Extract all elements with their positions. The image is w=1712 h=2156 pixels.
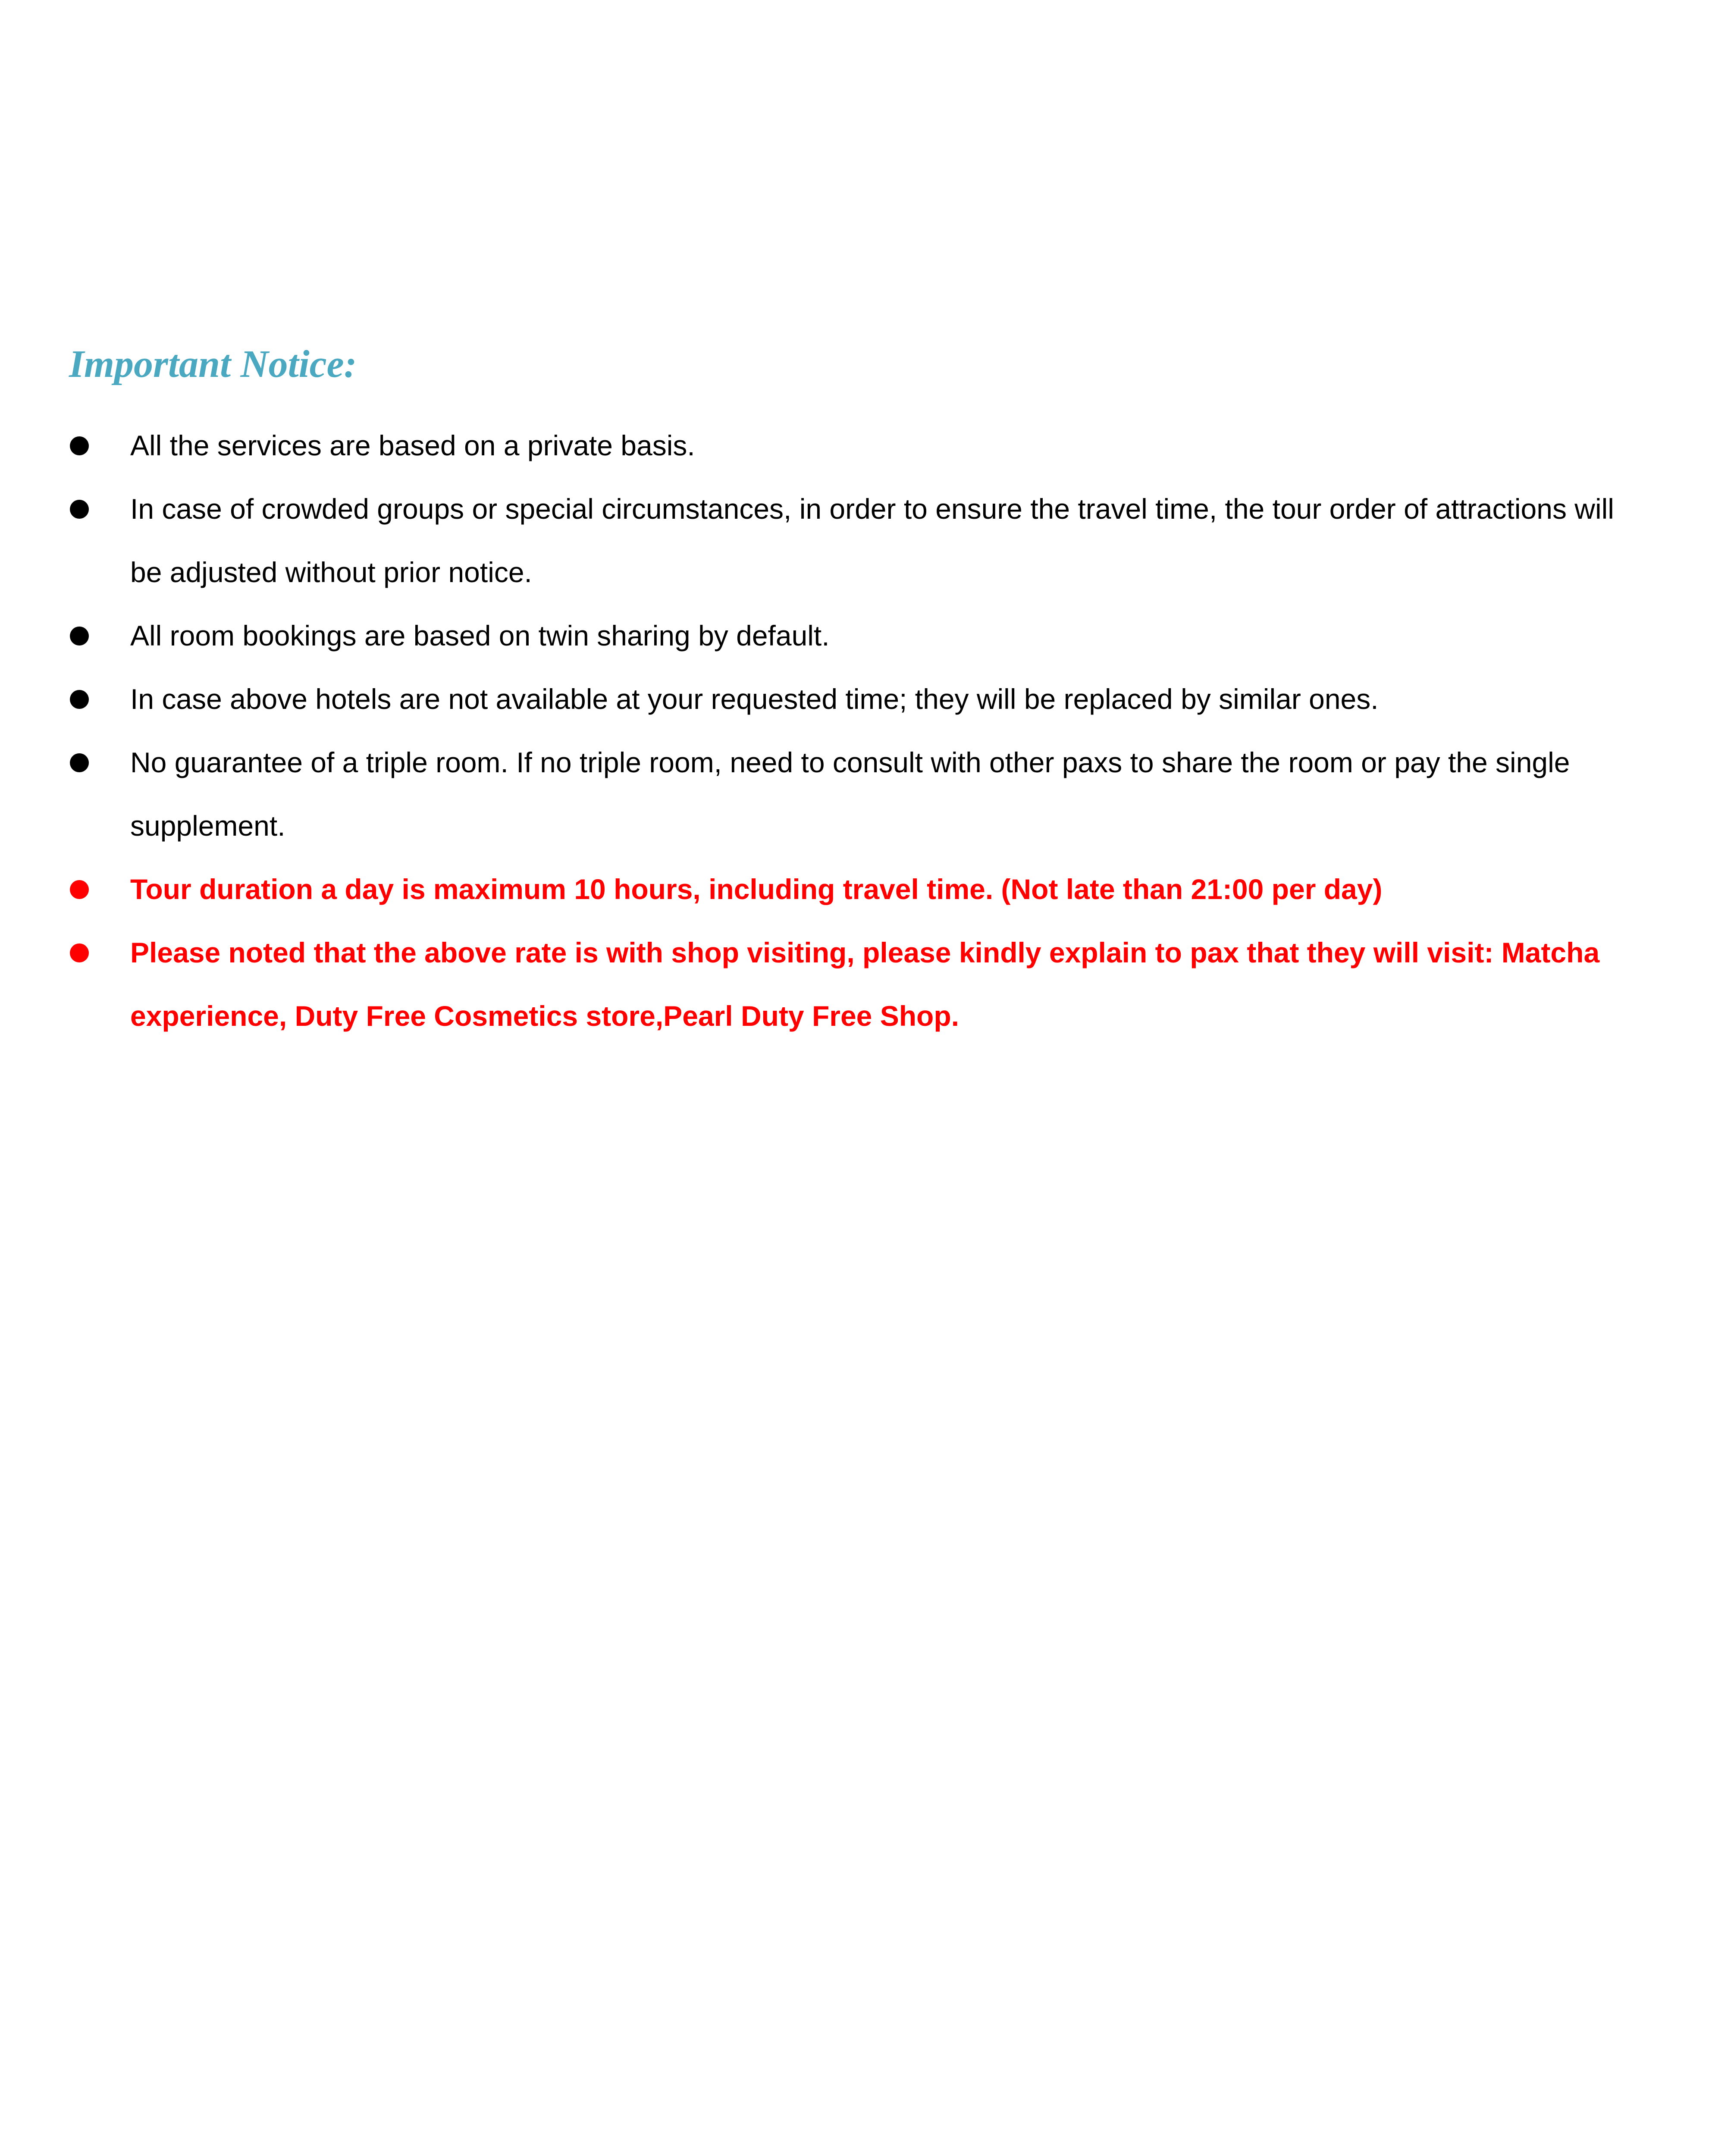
notice-item [69, 604, 1643, 667]
notice-item-text: Please noted that the above rate is with shop visiting, please kindly explain to pax that they will visit: Matcha experience, Duty Free Cosmetics store,Pearl Duty Free Shop. [130, 937, 1600, 1032]
notice-item-text: All the services are based on a private basis. [130, 429, 695, 461]
notice-item-emphasis [69, 921, 1643, 1048]
notice-item [69, 667, 1643, 731]
bullet-icon [70, 500, 89, 519]
bullet-icon [70, 753, 89, 772]
notice-list [69, 414, 1643, 1048]
notice-item [69, 477, 1643, 604]
notice-title: Important Notice: [69, 343, 357, 385]
notice-item-text: In case above hotels are not available at your requested time; they will be replaced by similar ones. [130, 683, 1379, 715]
notice-item-text: Tour duration a day is maximum 10 hours, including travel time. (Not late than 21:00 per day) [130, 873, 1383, 905]
bullet-icon [70, 627, 89, 646]
notice-item [69, 731, 1643, 858]
red-bullet-icon [70, 880, 89, 899]
notice-item-emphasis [69, 858, 1643, 921]
bullet-icon [70, 436, 89, 455]
bullet-icon [70, 690, 89, 709]
notice-item-text: In case of crowded groups or special circumstances, in order to ensure the travel time, the tour order of attractions will be adjusted without prior notice. [130, 493, 1614, 588]
red-bullet-icon [70, 943, 89, 962]
notice-item [69, 414, 1643, 477]
notice-item-text: No guarantee of a triple room. If no triple room, need to consult with other paxs to share the room or pay the single supplement. [130, 746, 1570, 842]
notice-item-text: All room bookings are based on twin sharing by default. [130, 620, 830, 652]
